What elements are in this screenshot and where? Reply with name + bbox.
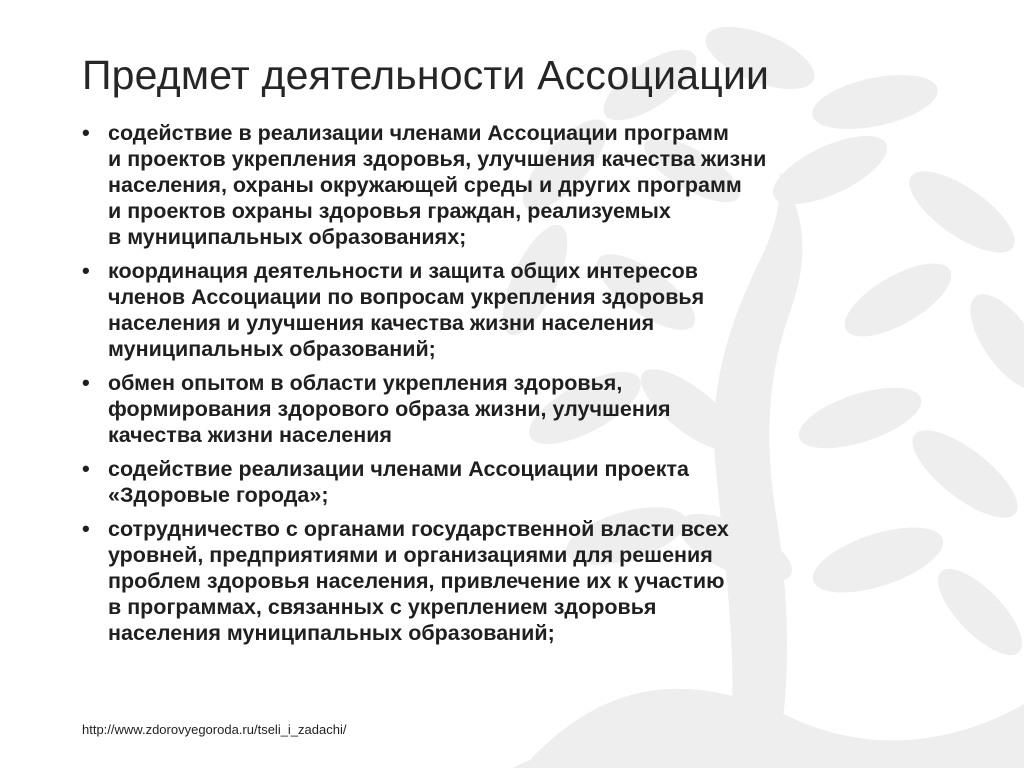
- bullet-list: [82, 120, 962, 654]
- bullet-line: населения и улучшения качества жизни населения: [108, 311, 655, 335]
- bullet-text: [108, 456, 962, 508]
- bullet-line: качества жизни населения: [108, 423, 392, 447]
- bullet-item: [82, 120, 962, 250]
- bullet-line: и проектов охраны здоровья граждан, реализуемых: [108, 199, 671, 223]
- bullet-item: [82, 516, 962, 646]
- bullet-line: координация деятельности и защита общих интересов: [108, 259, 699, 283]
- source-url: http://www.zdorovyegoroda.ru/tseli_i_zadachi/: [82, 722, 347, 737]
- bullet-line: содействие в реализации членами Ассоциации программ: [108, 121, 729, 145]
- bullet-line: обмен опытом в области укрепления здоровья,: [108, 371, 623, 395]
- bullet-item: [82, 258, 962, 362]
- bullet-dot-icon: •: [82, 370, 90, 395]
- bullet-line: в муниципальных образованиях;: [108, 225, 467, 249]
- bullet-line: формирования здорового образа жизни, улучшения: [108, 397, 671, 421]
- bullet-line: населения муниципальных образований;: [108, 621, 555, 645]
- bullet-text: [108, 258, 962, 362]
- bullet-item: [82, 370, 962, 448]
- bullet-text: [108, 120, 962, 250]
- bullet-line: сотрудничество с органами государственной власти всех: [108, 517, 729, 541]
- bullet-line: проблем здоровья населения, привлечение их к участию: [108, 569, 725, 593]
- bullet-line: содействие реализации членами Ассоциации проекта: [108, 457, 690, 481]
- bullet-text: [108, 516, 962, 646]
- bullet-dot-icon: •: [82, 516, 90, 541]
- bullet-text: [108, 370, 962, 448]
- bullet-dot-icon: •: [82, 258, 90, 283]
- bullet-line: уровней, предприятиями и организациями для решения: [108, 543, 713, 567]
- bullet-dot-icon: •: [82, 456, 90, 481]
- bullet-line: «Здоровые города»;: [108, 483, 329, 507]
- slide-title: Предмет деятельности Ассоциации: [82, 52, 770, 98]
- bullet-line: муниципальных образований;: [108, 337, 436, 361]
- bullet-line: населения, охраны окружающей среды и других программ: [108, 173, 742, 197]
- bullet-line: и проектов укрепления здоровья, улучшения качества жизни: [108, 147, 767, 171]
- bullet-line: членов Ассоциации по вопросам укрепления здоровья: [108, 285, 705, 309]
- bullet-item: [82, 456, 962, 508]
- bullet-line: в программах, связанных с укреплением здоровья: [108, 595, 657, 619]
- bullet-dot-icon: •: [82, 120, 90, 145]
